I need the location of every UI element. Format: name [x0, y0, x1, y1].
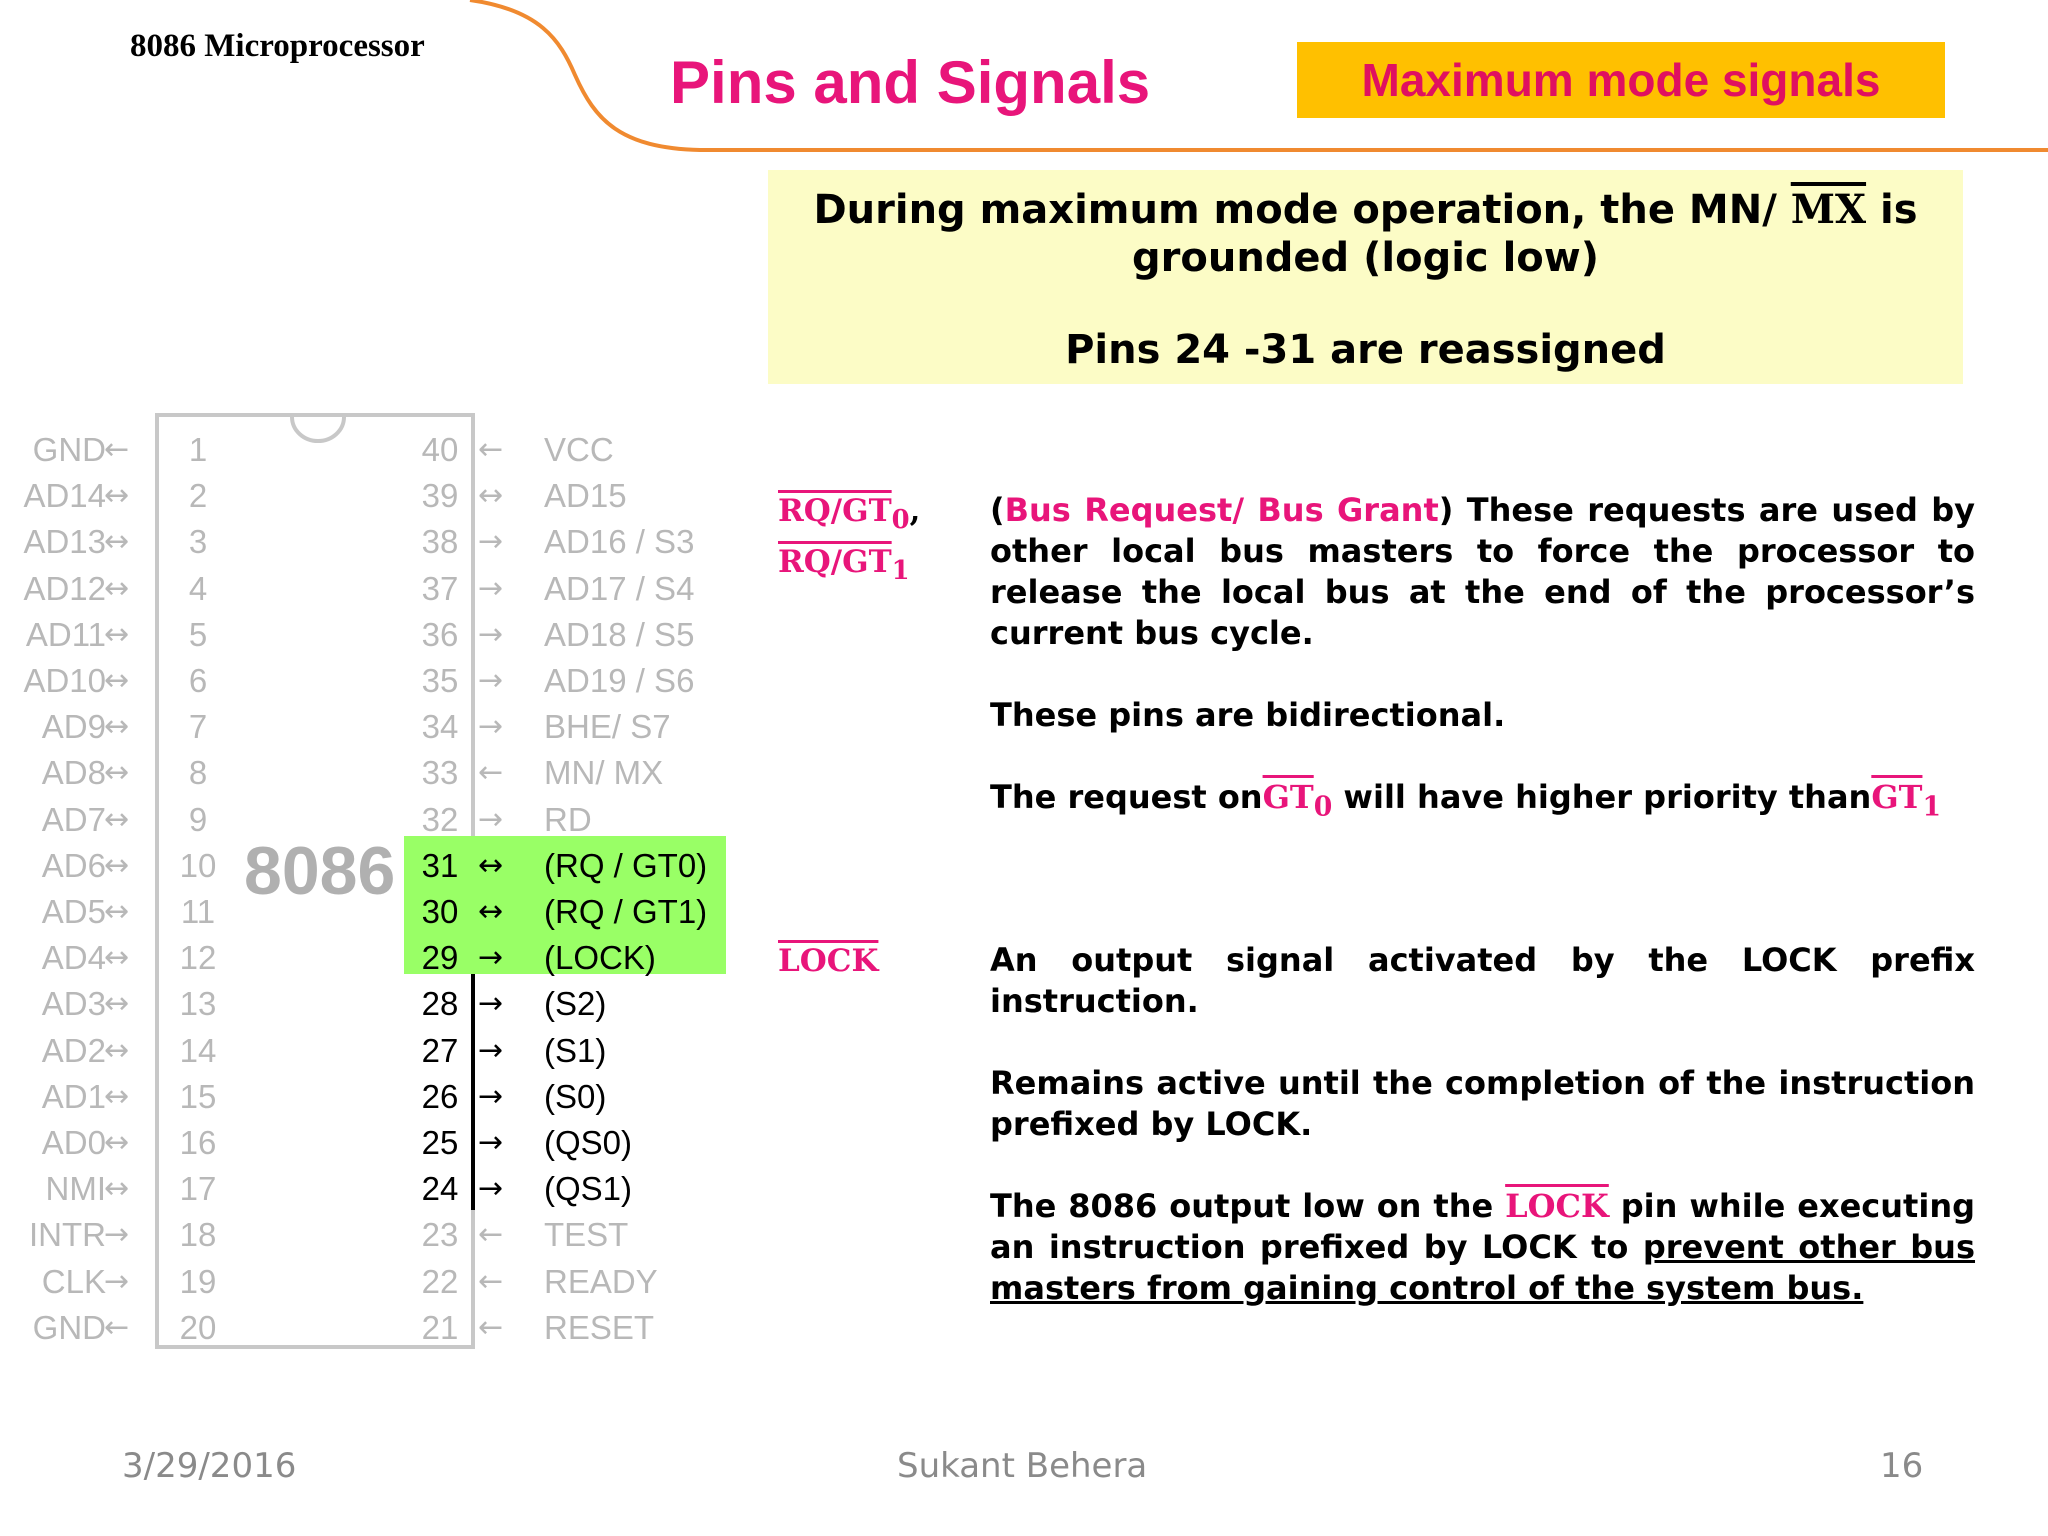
left-pin-number: 11	[180, 893, 216, 930]
right-pin-arrow: →	[478, 570, 504, 606]
left-pin-signal: AD2	[41, 1031, 106, 1069]
info-line-1-text: During maximum mode operation, the MN/	[813, 187, 1777, 233]
rq-para-3-a: The request on	[990, 778, 1263, 816]
left-pin-arrow: ↔	[104, 709, 130, 745]
left-pin-number: 4	[188, 569, 208, 607]
left-pin-arrow: ←	[104, 1309, 130, 1345]
lock-para-1: An output signal activated by the LOCK prefix instruction.	[990, 941, 1975, 1020]
right-pin-signal: (LOCK)	[544, 939, 656, 977]
lock-para-3	[990, 1186, 1975, 1309]
left-pin-signal: GND	[32, 1308, 106, 1346]
right-pin-signal: AD16 / S3	[544, 523, 695, 561]
left-pin-signal: AD12	[23, 569, 106, 607]
left-pin-signal: AD5	[41, 893, 106, 930]
lock-inline-symbol: LOCK	[1505, 1187, 1609, 1225]
left-pin-arrow: ←	[104, 432, 130, 467]
right-pin-signal: TEST	[544, 1216, 629, 1254]
left-pin-signal: GND	[32, 431, 106, 468]
left-pin-arrow: ↔	[104, 570, 130, 606]
left-pin-number: 9	[188, 800, 208, 838]
left-pin-arrow: ↔	[104, 986, 130, 1022]
lock-symbol-text: LOCK	[778, 943, 879, 979]
right-pin-number: 40	[421, 431, 459, 468]
right-pin-number: 22	[421, 1262, 459, 1300]
left-pin-arrow: ↔	[104, 1171, 130, 1207]
gt0-symbol: $\overline{GT}$	[1262, 778, 1314, 816]
right-pin-arrow: ↔	[478, 847, 504, 883]
right-pin-arrow: ↔	[478, 478, 504, 514]
right-pin-arrow: ←	[478, 432, 504, 467]
right-pin-signal: BHE/ S7	[544, 708, 671, 746]
right-pin-arrow: →	[478, 1171, 504, 1207]
right-pin-signal: (QS1)	[544, 1170, 633, 1208]
left-pin-arrow: ↔	[104, 1032, 130, 1068]
lock-para-3-a: The 8086 output low on the	[990, 1187, 1506, 1225]
right-pin-arrow: →	[478, 709, 504, 745]
rq-para-1	[990, 490, 1975, 654]
right-pin-number: 33	[421, 754, 459, 792]
rq-gt1-symbol: RQ/GT	[778, 544, 892, 581]
right-pin-number: 38	[421, 523, 459, 561]
left-pin-signal: INTR	[29, 1216, 106, 1254]
right-pin-arrow: ↔	[478, 894, 504, 929]
info-box	[768, 170, 1963, 384]
right-pin-arrow: →	[478, 1078, 504, 1114]
left-pin-number: 18	[179, 1216, 217, 1254]
rq-para-2: These pins are bidirectional.	[990, 696, 1506, 734]
left-pin-arrow: ↔	[104, 478, 130, 514]
rq-bus-request-label: Bus Request/ Bus Grant	[1004, 491, 1439, 529]
left-pin-signal: AD7	[41, 800, 106, 838]
info-line-2: grounded (logic low)	[1132, 235, 1599, 281]
right-pin-signal: (S2)	[544, 985, 607, 1023]
info-line-1	[768, 186, 1963, 282]
info-line-3: Pins 24 -31 are reassigned	[1065, 327, 1666, 373]
right-pin-arrow: ←	[478, 755, 504, 791]
rq-para-3	[990, 777, 1975, 827]
right-pin-arrow: →	[478, 940, 504, 976]
right-pin-arrow: →	[478, 1032, 504, 1068]
right-pin-signal: AD18 / S5	[544, 615, 695, 653]
left-pin-signal: AD9	[41, 708, 106, 746]
right-pin-number: 28	[421, 985, 459, 1023]
left-pin-arrow: ↔	[104, 663, 130, 698]
rq-gt0-symbol: RQ/GT	[778, 493, 892, 529]
left-pin-arrow: ↔	[104, 801, 130, 837]
right-pin-arrow: →	[478, 1125, 504, 1160]
right-pin-number: 37	[421, 569, 459, 607]
lock-description	[990, 940, 1975, 1309]
left-pin-arrow: ↔	[104, 1078, 130, 1114]
mode-badge: Maximum mode signals	[1297, 42, 1945, 118]
lock-para-2: Remains active until the completion of the instruction prefixed by LOCK.	[990, 1064, 1975, 1143]
rq-para-3-b: will have higher priority than	[1332, 778, 1872, 816]
left-pin-number: 20	[179, 1308, 217, 1346]
lock-para-3-underlined: prevent other bus masters from gaining control of the system bus.	[990, 1228, 1976, 1307]
left-pin-arrow: →	[104, 1217, 130, 1253]
gt0-sub: 0	[1313, 791, 1333, 823]
left-pin-arrow: ↔	[104, 616, 130, 652]
left-pin-signal: AD0	[41, 1124, 106, 1161]
right-pin-number: 21	[421, 1308, 459, 1346]
mx-overline: $\overline{MX}$	[1790, 186, 1867, 233]
right-pin-number: 35	[421, 662, 459, 699]
right-pin-arrow: →	[478, 663, 504, 698]
right-pin-arrow: ←	[478, 1309, 504, 1345]
right-pin-number: 31	[421, 846, 459, 884]
left-pin-signal: NMI	[45, 1170, 106, 1208]
right-pin-signal: AD19 / S6	[544, 662, 695, 699]
left-pin-number: 7	[188, 708, 208, 746]
right-pin-signal: (S1)	[544, 1031, 607, 1069]
rq-comma: ,	[909, 493, 921, 529]
left-pin-number: 19	[179, 1262, 217, 1300]
left-pin-number: 2	[188, 477, 208, 515]
info-line-1-end: is	[1880, 187, 1918, 233]
left-pin-number: 8	[188, 754, 208, 792]
left-pin-arrow: ↔	[104, 524, 130, 560]
right-pin-signal: (QS0)	[544, 1124, 633, 1161]
right-pin-signal: VCC	[544, 431, 614, 468]
left-pin-signal: AD1	[41, 1077, 106, 1115]
lock-symbol	[778, 940, 878, 982]
left-pin-number: 15	[179, 1077, 217, 1115]
left-pin-number: 3	[188, 523, 208, 561]
left-pin-number: 14	[179, 1031, 217, 1069]
right-pin-number: 39	[421, 477, 459, 515]
right-pin-signal: AD17 / S4	[544, 569, 695, 607]
right-pin-arrow: →	[478, 524, 504, 560]
right-pin-arrow: →	[478, 986, 504, 1022]
right-pin-number: 26	[421, 1077, 459, 1115]
gt1-symbol: $\overline{GT}$	[1871, 778, 1923, 816]
left-pin-number: 10	[179, 846, 217, 884]
gt1-sub: 1	[1922, 791, 1942, 823]
footer-author: Sukant Behera	[897, 1446, 1148, 1486]
rq-para-1-text: ) These requests are used by other local bus masters to force the processor to release the local bus at the end of the processor’s current bus cycle.	[990, 491, 1976, 652]
right-pin-arrow: →	[478, 616, 504, 652]
right-pin-number: 36	[421, 615, 459, 653]
left-pin-arrow: ↔	[104, 940, 130, 976]
left-pin-number: 16	[179, 1124, 217, 1161]
right-pin-signal: (RQ / GT0)	[544, 846, 708, 884]
right-pin-signal: READY	[544, 1262, 658, 1300]
left-pin-signal: AD11	[25, 615, 106, 653]
right-pin-arrow: ←	[478, 1217, 504, 1253]
left-pin-signal: AD6	[41, 846, 106, 884]
right-pin-number: 34	[421, 708, 459, 746]
right-pin-signal: MN/ MX	[544, 754, 664, 792]
lock-para-3-b: pin while executing an instruction prefixed by LOCK to	[990, 1187, 1976, 1266]
right-pin-number: 23	[421, 1216, 459, 1254]
left-pin-signal: AD8	[41, 754, 106, 792]
left-pin-arrow: ↔	[104, 894, 130, 929]
rq-gt0-sub: 0	[891, 505, 910, 536]
footer-page-number: 16	[1880, 1446, 1924, 1486]
right-pin-signal: (S0)	[544, 1077, 607, 1115]
left-pin-arrow: ↔	[104, 1125, 130, 1160]
right-pin-number: 32	[421, 800, 459, 838]
left-pin-signal: AD14	[23, 477, 106, 515]
footer-date: 3/29/2016	[122, 1446, 297, 1486]
right-pin-signal: AD15	[544, 477, 627, 515]
left-pin-arrow: ↔	[104, 847, 130, 883]
left-pin-number: 13	[179, 985, 217, 1023]
left-pin-signal: AD10	[23, 662, 106, 699]
left-pin-signal: CLK	[41, 1262, 106, 1300]
left-pin-number: 17	[179, 1170, 217, 1208]
right-pin-number: 24	[421, 1170, 459, 1208]
left-pin-number: 12	[179, 939, 217, 977]
left-pin-signal: AD4	[41, 939, 106, 977]
slide-title: Pins and Signals	[670, 49, 1151, 116]
left-pin-number: 1	[188, 431, 208, 468]
right-pin-number: 29	[421, 939, 459, 977]
right-pin-number: 25	[421, 1124, 459, 1161]
chip-label: 8086	[244, 833, 396, 909]
left-pin-signal: AD13	[23, 523, 106, 561]
right-pin-signal: RESET	[544, 1308, 655, 1346]
right-pin-arrow: ←	[478, 1263, 504, 1299]
left-pin-arrow: ↔	[104, 755, 130, 791]
rq-gt-description	[990, 490, 1975, 827]
rq-gt-symbols	[778, 490, 920, 592]
left-pin-number: 6	[188, 662, 208, 699]
course-name: 8086 Microprocessor	[130, 28, 425, 64]
rq-gt1-sub: 1	[891, 556, 910, 587]
right-pin-signal: RD	[544, 800, 592, 838]
right-pin-arrow: →	[478, 801, 504, 837]
rq-open-paren: (	[990, 491, 1005, 529]
left-pin-number: 5	[188, 615, 208, 653]
right-pin-number: 27	[421, 1031, 459, 1069]
right-pin-number: 30	[421, 893, 459, 930]
left-pin-arrow: →	[104, 1263, 130, 1299]
right-pin-signal: (RQ / GT1)	[544, 893, 708, 930]
left-pin-signal: AD3	[41, 985, 106, 1023]
